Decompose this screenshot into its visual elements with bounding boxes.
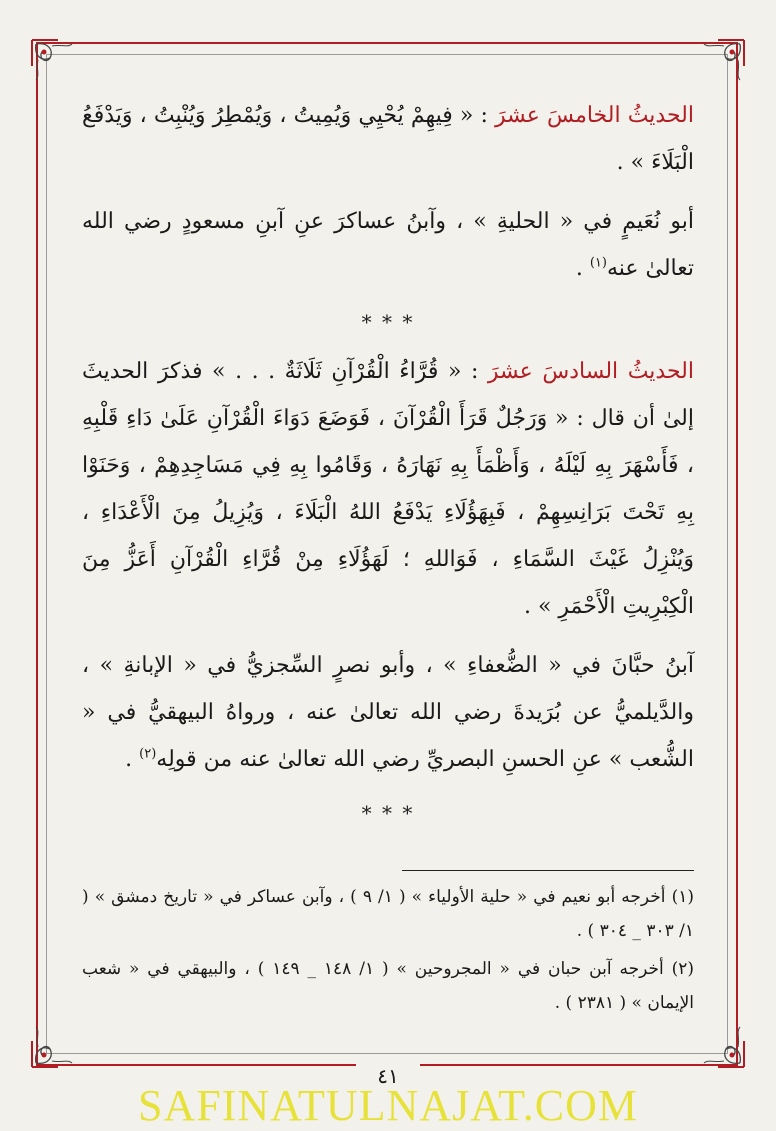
hadith-15-source-end: . xyxy=(575,256,583,281)
footnote-2: (٢) أخرجه آبن حبان في « المجروحين » ( ١/ ١٤٨ _ ١٤٩ ) ، والبيهقي في « شعب الإيمان » ( ٢٣٨١ ) . xyxy=(82,959,694,1013)
section-separator: * * * xyxy=(361,801,415,825)
corner-ornament-icon xyxy=(28,36,86,94)
hadith-16 xyxy=(82,348,694,630)
section-separator: * * * xyxy=(361,310,415,334)
footnote-ref-2[interactable]: (٢) xyxy=(139,746,157,762)
page-number: ٤١ xyxy=(356,1062,420,1090)
hadith-16-source xyxy=(82,642,694,783)
corner-ornament-icon xyxy=(690,36,748,94)
main-text xyxy=(82,92,694,839)
hadith-16-heading: الحديثُ السادسَ عشرَ xyxy=(487,359,694,384)
corner-ornament-icon xyxy=(690,1013,748,1071)
footnote-ref-1[interactable]: (١) xyxy=(589,255,607,271)
footnotes xyxy=(82,880,694,1024)
hadith-16-source-end: . xyxy=(125,747,133,772)
hadith-15-text: : « فِيهِمْ يُحْيِي وَيُمِيتُ ، وَيُمْطِرُ وَيُنْبِتُ ، وَيَدْفَعُ الْبَلَاءَ » . xyxy=(82,103,694,175)
footnote-1: (١) أخرجه أبو نعيم في « حلية الأولياء » ( ١/ ٩ ) ، وآبن عساكر في « تاريخ دمشق » ( ١/ ٣٠٣ _ ٣٠٤ ) . xyxy=(82,887,694,941)
hadith-15-source xyxy=(82,198,694,292)
hadith-16-source-text: آبنُ حبَّانَ في « الضُّعفاءِ » ، وأبو نصرٍ السِّجزيُّ في « الإبانةِ » ، والدَّيلميُّ عن بُرَيدةَ رضي الله تعالىٰ عنه ، ورواهُ البيهقيُّ في « الشُّعب » عنِ الحسنِ البصريِّ رضي الله تعالىٰ عنه من قولِه xyxy=(82,653,694,772)
corner-ornament-icon xyxy=(28,1013,86,1071)
hadith-15-heading: الحديثُ الخامسَ عشرَ xyxy=(495,103,694,128)
hadith-15-source-text: أبو نُعَيمٍ في « الحليةِ » ، وآبنُ عساكرَ عنِ آبنِ مسعودٍ رضي الله تعالىٰ عنه xyxy=(82,209,694,281)
footnote-divider xyxy=(402,870,694,871)
hadith-16-text: : « قُرَّاءُ الْقُرْآنِ ثَلَاثَةٌ . . . » فذكرَ الحديثَ إلىٰ أن قال : « وَرَجُلٌ قَرَأَ الْقُرْآنَ ، فَوَضَعَ دَوَاءَ الْقُرْآنِ عَلَىٰ دَاءِ قَلْبِهِ ، فَأَسْهَرَ بِهِ لَيْلَهُ ، وَأَظْمَأَ بِهِ نَهَارَهُ ، وَقَامُوا بِهِ فِي مَسَاجِدِهِمْ ، وَحَنَوْا بِهِ تَحْتَ بَرَانِسِهِمْ ، فَبِهَؤُلَاءِ يَدْفَعُ اللهُ الْبَلَاءَ ، وَيُزِيلُ مِنَ الْأَعْدَاءِ ، وَيُنْزِلُ غَيْثَ السَّمَاءِ ، فَوَاللهِ ؛ لَهَؤُلَاءِ مِنْ قُرَّاءِ الْقُرْآنِ أَعَزُّ مِنَ الْكِبْرِيتِ الْأَحْمَرِ » . xyxy=(82,359,694,619)
watermark: SAFINATULNAJAT.COM xyxy=(137,1081,638,1130)
hadith-15 xyxy=(82,92,694,186)
